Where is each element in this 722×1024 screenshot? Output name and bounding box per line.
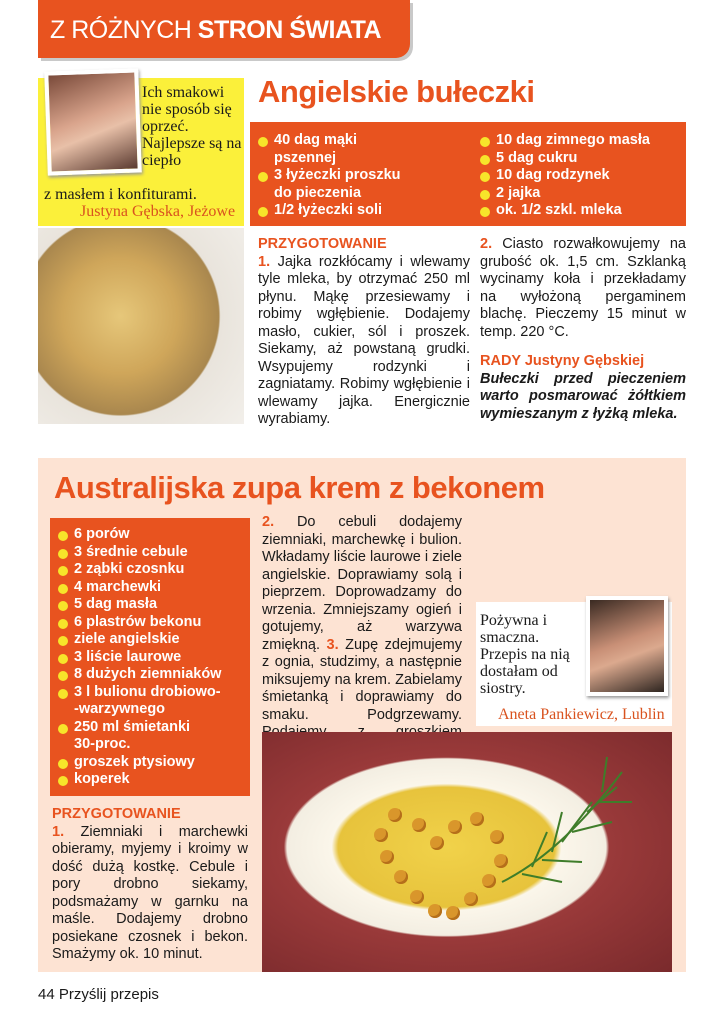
preparation-column-2 <box>480 236 686 423</box>
quote-author: Justyna Gębska, Jeżowe <box>80 203 236 220</box>
ingredient: 3 łyżeczki proszku <box>258 167 468 185</box>
step-number: 2. <box>480 236 493 252</box>
page-footer: 44 Przyślij przepis <box>38 986 159 1003</box>
ingredient: ok. 1/2 szkl. mleka <box>480 202 686 220</box>
author-photo <box>586 596 668 696</box>
preparation-column-1 <box>258 236 470 429</box>
step-text: Ziemniaki i marchewki obieramy, myjemy i kroimy w dość dużą kostkę. Cebule i pory drobno siekamy, podsmażamy w garnku na maśle. Dodajemy drobno posiekane czosnek i bekon. Smażymy ok. 10 minut. <box>52 823 248 962</box>
ingredient: 6 porów <box>58 526 248 544</box>
ingredient: 10 dag zimnego masła <box>480 132 686 150</box>
ingredient: 8 dużych ziemniaków <box>58 666 248 684</box>
ingredient: 5 dag cukru <box>480 150 686 168</box>
ingredient: do pieczenia <box>274 184 362 201</box>
dill-sprig <box>262 732 672 972</box>
ingredient: 30-proc. <box>74 736 131 752</box>
ingredient: groszek ptysiowy <box>58 754 248 772</box>
ingredient: koperek <box>58 771 248 789</box>
step-text: Do cebuli dodajemy ziemniaki, marchewkę i bulion. Wkładamy liście laurowe i ziele angielskie. Doprawiamy solą i pieprzem. Doprowadzamy do wrzenia. Zmniejszamy ogień i gotujemy, aż warzywa zmiękną. <box>262 514 462 653</box>
preparation-heading: PRZYGOTOWANIE <box>258 236 387 252</box>
section-header-title: Z RÓŻNYCH STRON ŚWIATA <box>50 16 382 44</box>
recipe-title: Angielskie bułeczki <box>258 74 535 109</box>
step-number: 2. <box>262 514 275 530</box>
quote-text-end: z masłem i konfiturami. <box>44 186 197 203</box>
tips-heading: RADY Justyny Gębskiej <box>480 353 645 369</box>
ingredient: 1/2 łyżeczki soli <box>258 202 468 220</box>
ingredient: 5 dag masła <box>58 596 248 614</box>
step-number: 1. <box>258 253 271 270</box>
soup-photo <box>262 732 672 972</box>
quote-author: Aneta Pankiewicz, Lublin <box>498 706 665 723</box>
scones-photo <box>38 228 244 424</box>
ingredient: 10 dag rodzynek <box>480 167 686 185</box>
preparation-column-1 <box>52 806 248 964</box>
quote-text: Pożywna i smaczna. Przepis na nią dostałam od siostry. <box>480 612 570 697</box>
quote-text: Ich smakowi nie sposób się oprzeć. Najlepsze są na ciepło <box>142 84 242 169</box>
ingredient: 2 jajka <box>480 185 686 203</box>
ingredient: -warzywnego <box>74 701 166 717</box>
ingredients-list-right <box>480 132 686 220</box>
ingredients-list <box>58 526 248 789</box>
ingredient: ziele angielskie <box>58 631 248 649</box>
step-text: Ciasto rozwałkowujemy na grubość ok. 1,5 cm. Szklanką wycinamy koła i przekładamy na wyłożoną pergaminem blachę. Pieczemy 15 minut w temp. 220 °C. <box>480 236 686 340</box>
step-text: Zupę zdejmujemy z ognia, studzimy, a następnie miksujemy na krem. Zabielamy śmietanką i doprawiamy do smaku. Podgrzewamy. <box>262 636 463 723</box>
ingredient: 250 ml śmietanki <box>58 719 248 737</box>
ingredient: 4 marchewki <box>58 579 248 597</box>
recipe-title: Australijska zupa krem z bekonem <box>54 470 545 505</box>
ingredient: 3 średnie cebule <box>58 544 248 562</box>
tips-text: Bułeczki przed pieczeniem warto posmarować żółtkiem wymieszanym z łyżką mleka. <box>480 370 686 422</box>
author-photo <box>44 68 142 175</box>
preparation-heading: PRZYGOTOWANIE <box>52 806 181 822</box>
step-number: 3. <box>326 636 339 653</box>
ingredients-list-left <box>258 132 468 220</box>
ingredient: 2 ząbki czosnku <box>58 561 248 579</box>
ingredient: 3 l bulionu drobiowo- <box>58 684 248 702</box>
step-number: 1. <box>52 823 65 840</box>
ingredient: 3 liście laurowe <box>58 649 248 667</box>
ingredient: pszennej <box>274 149 337 166</box>
step-text: Jajka rozkłócamy i wlewamy tyle mleka, by otrzymać 250 ml płynu. Mąkę przesiewamy i robimy wgłębienie. Dodajemy masło, cukier, sól i proszek. Siekamy, aż powstaną grudki. Wsypujemy rodzynki i zagniatamy. Robimy wgłębienie i wlewamy jajka. Energicznie wyrabiamy. <box>258 253 470 427</box>
ingredient: 40 dag mąki <box>258 132 468 150</box>
ingredient: 6 plastrów bekonu <box>58 614 248 632</box>
